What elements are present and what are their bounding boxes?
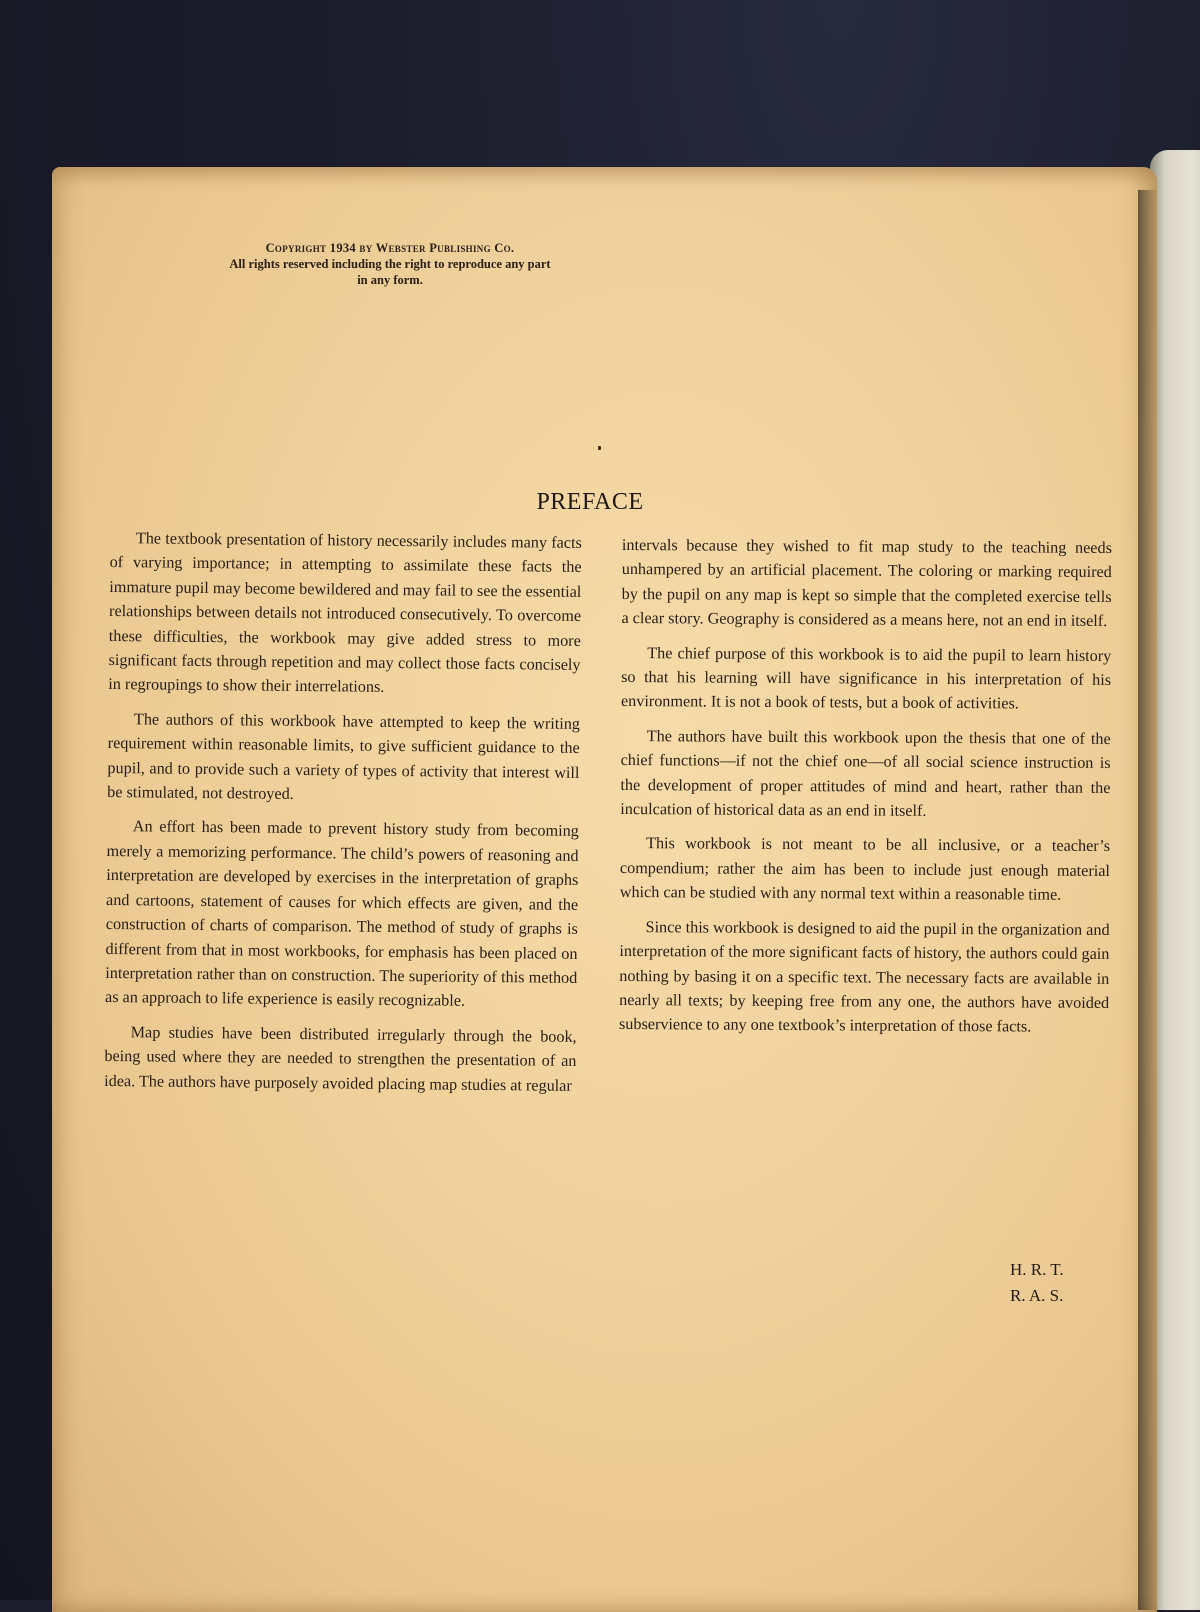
print-speck [598, 446, 601, 450]
paragraph: An effort has been made to prevent history study from becoming merely a memorizing performance. The child’s powers of reasoning and interpretation are developed by exercises in the interpretation of graphs and cartoons, statement of causes for which effects are given, and the construction of charts of comparison. The method of study of graphs is different from that in most workbooks, for emphasis has been placed on interpretation rather than on construction. The superiority of this method as an approach to life experience is easily recognizable. [104, 817, 579, 1011]
copyright-notice [175, 240, 605, 288]
page-gutter-shadow [1138, 190, 1158, 1610]
page-title: PREFACE [536, 489, 644, 515]
paragraph: The authors of this workbook have attempted to keep the writing requirement within reasonable limits, to give sufficient guidance to the pupil, and to provide such a variety of types of activity that interest will be stimulated, not destroyed. [107, 710, 581, 804]
paragraph: This workbook is not meant to be all inclusive, or a teacher’s compendium; rather the aim has been to include just enough material which can be studied with any normal text within a reasonable time. [619, 834, 1111, 904]
right-text-column [619, 533, 1112, 1050]
author-initials [1010, 1257, 1064, 1309]
paragraph: intervals because they wished to fit map study to the teaching needs unhampered by an artificial placement. The coloring or marking required by the pupil on any map is kept so simple that the completed exercise tells a clear story. Geography is considered as a means here, not an end in itself. [621, 535, 1112, 631]
initials-line-1: H. R. T. [1010, 1260, 1064, 1279]
copyright-line-2: All rights reserved including the right to reproduce any part [229, 257, 551, 271]
initials-line-2: R. A. S. [1010, 1286, 1064, 1305]
paragraph: The chief purpose of this workbook is to aid the pupil to learn history so that his learning will have significance in his interpretation of his environment. It is not a book of tests, but a book of activities. [620, 643, 1112, 713]
paragraph: Since this workbook is designed to aid the pupil in the organization and interpretation of the more significant facts of history, the authors could gain nothing by basing it on a specific text. The necessary facts are available in nearly all texts; by keeping free from any one, the authors have avoided subservience to any one textbook’s interpretation of those facts. [618, 917, 1110, 1036]
left-text-column [104, 526, 582, 1108]
paragraph: The textbook presentation of history necessarily includes many facts of varying importance; in attempting to assimilate these facts the immature pupil may become bewildered and may fail to see the essential relationships between details not introduced consecutively. To overcome these difficulties, the workbook may give added stress to more significant facts through repetition and may collect those facts concisely in regroupings to show their interrelations. [108, 529, 582, 697]
copyright-line-1: Copyright 1934 by Webster Publishing Co. [265, 241, 515, 255]
copyright-line-3: in any form. [357, 273, 423, 287]
paragraph: The authors have built this workbook upon the thesis that one of the chief functions—if not the chief one—of all social science instruction is the development of proper attitudes of mind and heart, rather than the inculcation of historical data as an end in itself. [620, 726, 1111, 820]
paragraph: Map studies have been distributed irregularly through the book, being used where they are needed to strengthen the presentation of an idea. The authors have purposely avoided placing map studies at regular [104, 1022, 577, 1095]
